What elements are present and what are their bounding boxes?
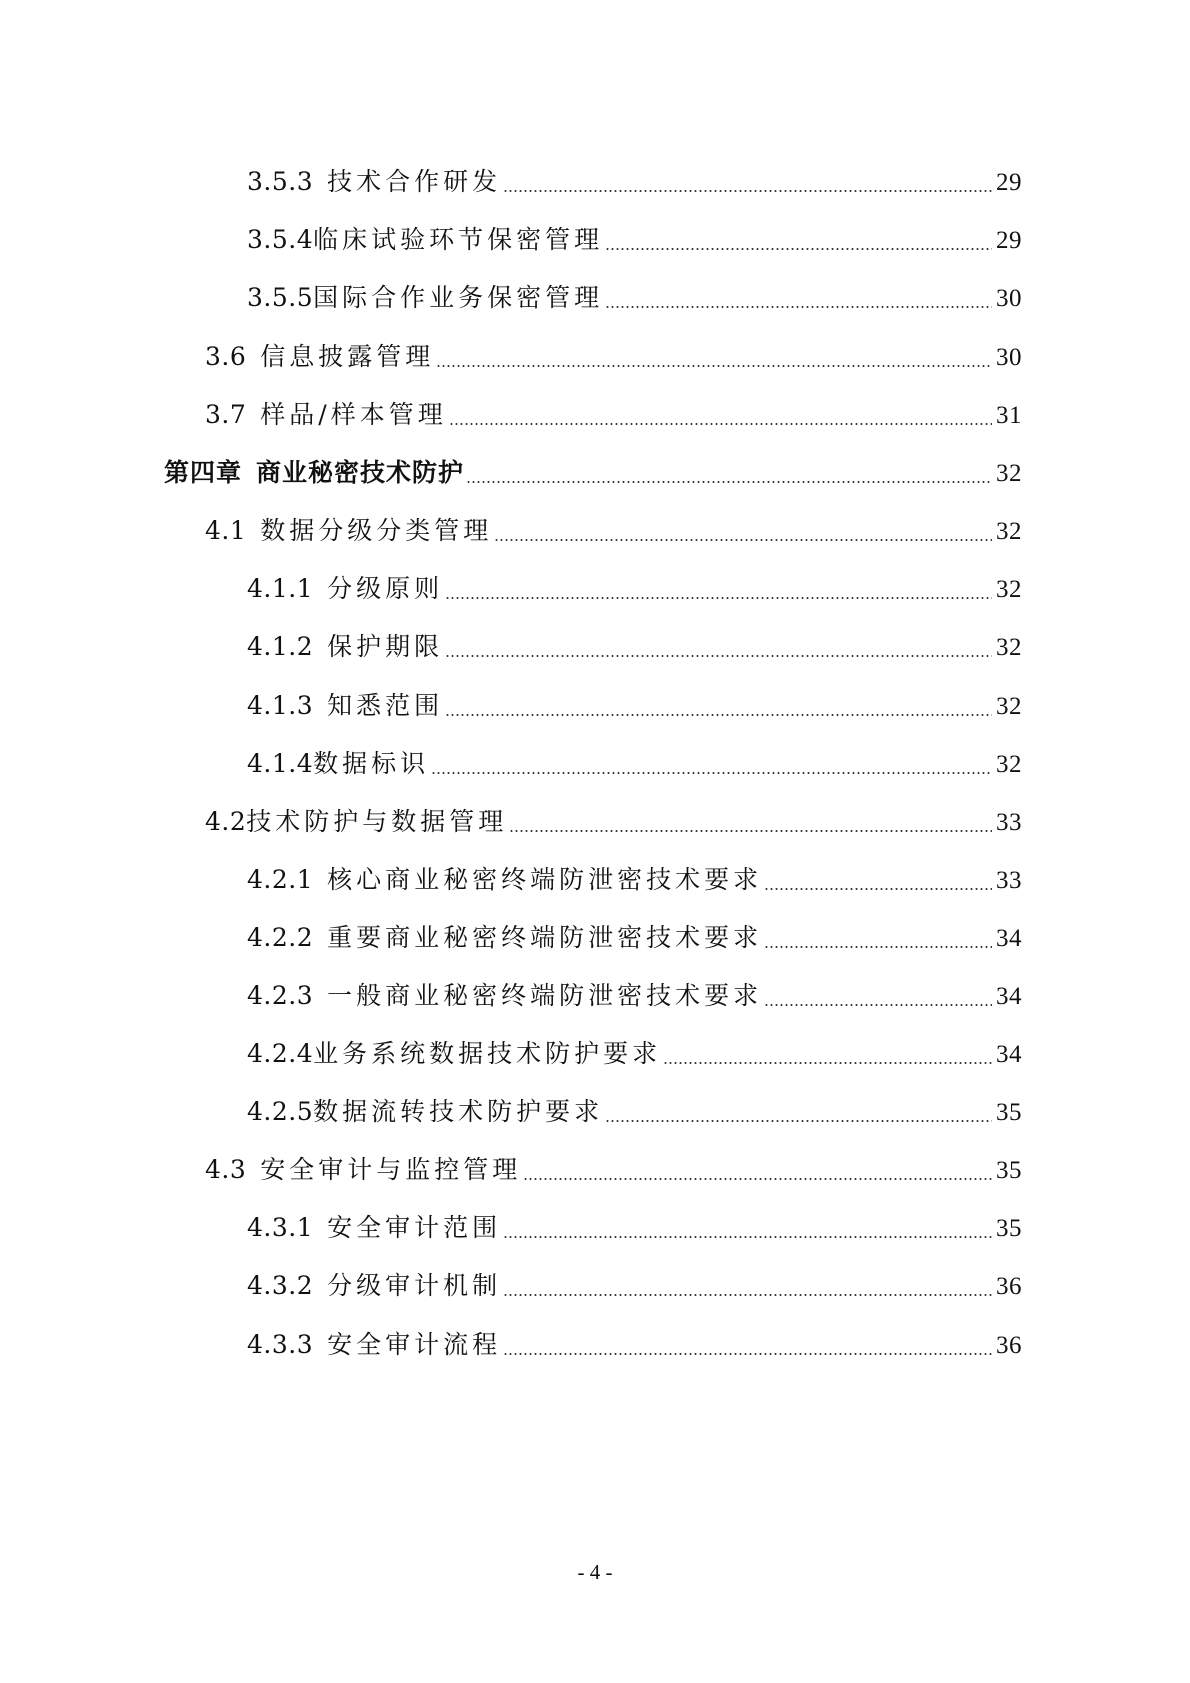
toc-entry-number: 4.3.3 [247,1330,314,1359]
toc-entry-title: 保护期限 [327,632,444,661]
toc-entry[interactable] [247,220,1022,260]
dot-leader [605,248,992,250]
toc-entry-number: 3.5.4 [247,225,314,254]
toc-entry-number: 4.2.3 [247,981,314,1010]
toc-entry-page: 36 [996,1273,1022,1300]
toc-entry-title: 一般商业秘密终端防泄密技术要求 [327,981,763,1010]
toc-entry-page: 32 [996,693,1022,720]
toc-entry[interactable] [205,395,1022,435]
toc-entry-page: 30 [996,344,1022,371]
dot-leader [445,597,992,599]
dot-leader [663,1062,992,1064]
dot-leader [764,888,992,890]
toc-entry[interactable] [247,1325,1022,1365]
toc-entry-page: 35 [996,1215,1022,1242]
toc-entry[interactable] [247,627,1022,667]
toc-entry-title: 分级审计机制 [327,1271,502,1300]
dot-leader [445,655,992,657]
toc-entry-page: 29 [996,227,1022,254]
toc-entry[interactable] [247,918,1022,958]
toc-entry-page: 32 [996,751,1022,778]
toc-entry-number: 4.3.2 [247,1271,314,1300]
toc-entry-number: 4.1.3 [247,691,314,720]
toc-entry-page: 29 [996,169,1022,196]
toc-entry-title: 重要商业秘密终端防泄密技术要求 [327,923,763,952]
dot-leader [509,830,992,832]
dot-leader [445,714,992,716]
toc-entry-page: 30 [996,285,1022,312]
toc-entry[interactable] [247,1266,1022,1306]
dot-leader [503,1353,992,1355]
dot-leader [605,1120,992,1122]
toc-entry-number: 3.6 [205,342,247,371]
toc-entry-title: 临床试验环节保密管理 [313,225,604,254]
toc-entry-page: 32 [996,634,1022,661]
toc-entry-title: 数据标识 [313,749,430,778]
toc-entry-number: 4.3 [205,1155,247,1184]
toc-entry-number: 3.5.5 [247,283,314,312]
toc-entry-page: 33 [996,867,1022,894]
dot-leader [605,306,992,308]
toc-entry[interactable] [247,744,1022,784]
dot-leader [431,772,992,774]
toc-entry[interactable] [247,1092,1022,1132]
toc-entry-number: 3.7 [205,400,247,429]
toc-entry[interactable] [247,278,1022,318]
dot-leader [503,1294,992,1296]
toc-entry-title: 知悉范围 [327,691,444,720]
toc-entry-page: 35 [996,1157,1022,1184]
toc-entry-page: 32 [996,460,1022,487]
toc-entry-number: 4.2.4 [247,1039,314,1068]
toc-entry[interactable] [205,802,1022,842]
toc-entry-number: 4.2 [205,807,247,836]
toc-entry-number: 4.1 [205,516,247,545]
toc-entry-page: 32 [996,576,1022,603]
dot-leader [503,190,992,192]
toc-entry-title: 数据分级分类管理 [260,516,493,545]
toc-entry-number: 4.2.2 [247,923,314,952]
toc-entry-number: 4.1.4 [247,749,314,778]
toc-entry-number: 4.3.1 [247,1213,314,1242]
page-number: - 4 - [577,1560,613,1584]
toc-entry[interactable] [205,1150,1022,1190]
toc-entry[interactable] [247,162,1022,202]
toc-entry-page: 36 [996,1332,1022,1359]
toc-entry[interactable] [247,860,1022,900]
toc-entry-page: 32 [996,518,1022,545]
dot-leader [764,1004,992,1006]
toc-chapter-title: 商业秘密技术防护 [256,458,465,487]
toc-entry-title: 安全审计与监控管理 [260,1155,522,1184]
toc-entry-number: 4.1.2 [247,632,314,661]
toc-entry-title: 业务系统数据技术防护要求 [313,1039,662,1068]
toc-entry-title: 分级原则 [327,574,444,603]
toc-entry-title: 安全审计范围 [327,1213,502,1242]
toc-entry[interactable] [247,1208,1022,1248]
toc-entry-page: 34 [996,925,1022,952]
toc-entry-page: 35 [996,1099,1022,1126]
toc-entry-page: 33 [996,809,1022,836]
toc-entry[interactable] [247,1034,1022,1074]
toc-entry-number: 4.2.5 [247,1097,314,1126]
toc-entry-title: 样品/样本管理 [260,400,447,429]
toc-chapter-number: 第四章 [164,458,243,487]
toc-entry[interactable] [247,976,1022,1016]
dot-leader [436,365,992,367]
toc-entry-page: 34 [996,1041,1022,1068]
dot-leader [449,423,992,425]
dot-leader [466,481,992,483]
toc-entry-title: 核心商业秘密终端防泄密技术要求 [327,865,763,894]
toc-entry[interactable] [247,569,1022,609]
toc-entry-title: 数据流转技术防护要求 [313,1097,604,1126]
toc-entry[interactable] [205,511,1022,551]
toc-entry-title: 安全审计流程 [327,1330,502,1359]
toc-entry-title: 信息披露管理 [260,342,435,371]
toc-entry-page: 31 [996,402,1022,429]
dot-leader [494,539,992,541]
toc-entry[interactable] [247,686,1022,726]
toc-entry-title: 技术防护与数据管理 [246,807,508,836]
toc-entry-number: 4.1.1 [247,574,314,603]
toc-entry-number: 3.5.3 [247,167,314,196]
toc-entry[interactable] [205,337,1022,377]
toc-entry-number: 4.2.1 [247,865,314,894]
dot-leader [503,1236,992,1238]
dot-leader [764,946,992,948]
toc-entry-title: 技术合作研发 [327,167,502,196]
toc-chapter-entry[interactable] [164,453,1022,493]
dot-leader [523,1178,992,1180]
toc-entry-page: 34 [996,983,1022,1010]
toc-entry-title: 国际合作业务保密管理 [313,283,604,312]
